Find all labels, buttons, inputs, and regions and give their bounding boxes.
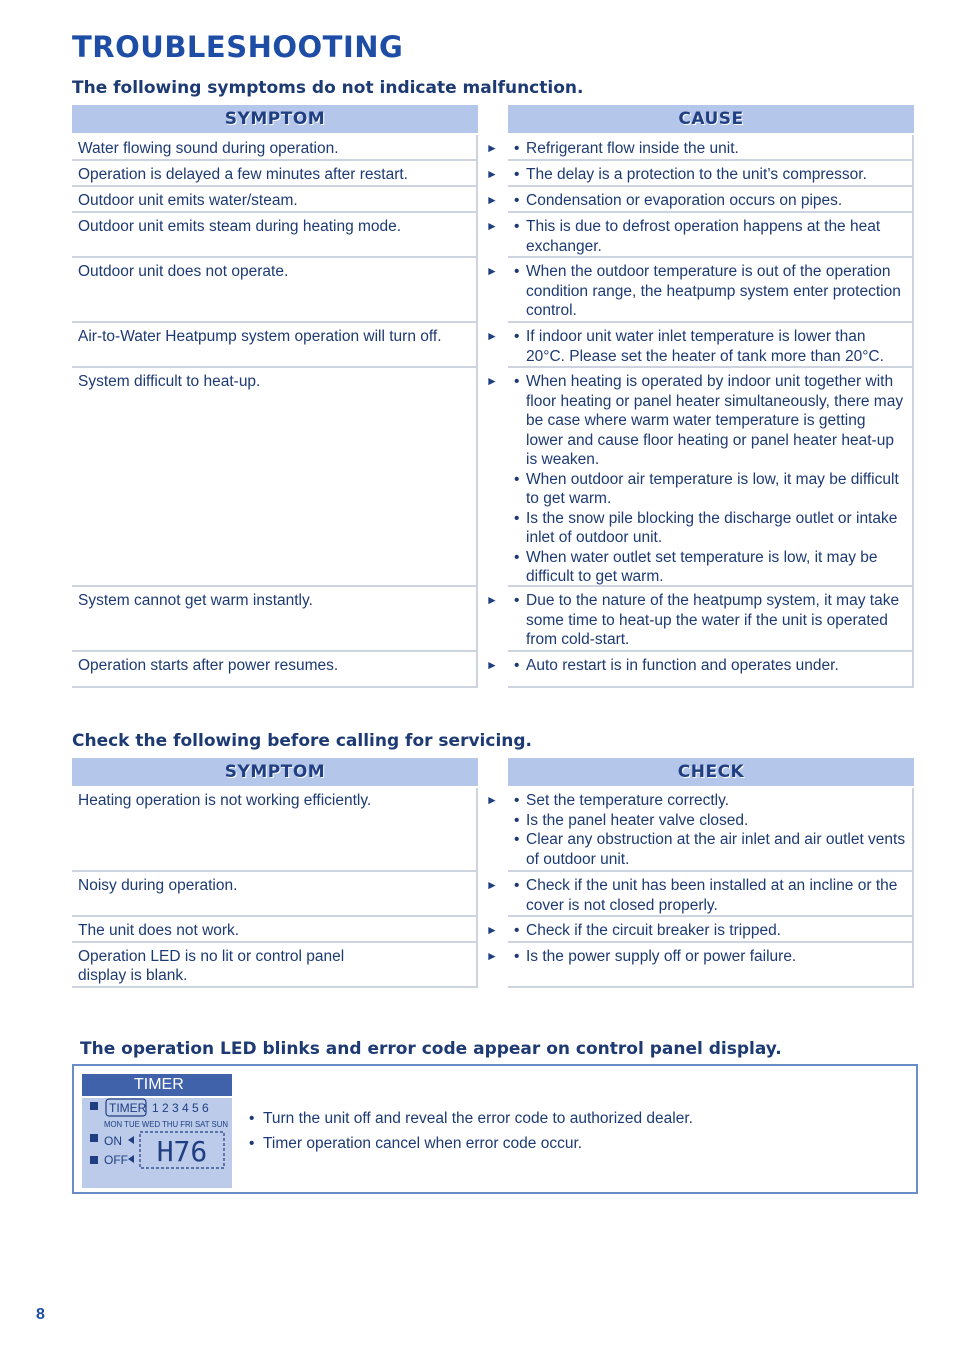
- cause-header: CAUSE: [508, 105, 914, 133]
- check-item: • Clear any obstruction at the air inlet and air outlet vents of outdoor unit.: [526, 830, 906, 869]
- cause-cell: [508, 135, 914, 161]
- page-title: TROUBLESHOOTING: [72, 30, 404, 64]
- cause-item: • This is due to defrost operation happens at the heat exchanger.: [526, 217, 906, 256]
- arrow-icon: ►: [486, 658, 498, 672]
- cause-cell: [508, 652, 914, 688]
- cause-item: • Refrigerant flow inside the unit.: [526, 139, 906, 159]
- instruction-item: • Turn the unit off and reveal the error code to authorized dealer.: [249, 1106, 693, 1131]
- error-instructions: [249, 1106, 693, 1156]
- weekday-labels: MON TUE WED THU FRI SAT SUN: [104, 1120, 229, 1129]
- timer-numbers: 1 2 3 4 5 6: [152, 1101, 209, 1115]
- symptom-cell: Noisy during operation.: [72, 872, 478, 917]
- check-item: • Check if the unit has been installed at an incline or the cover is not closed properly.: [526, 876, 906, 915]
- cause-cell: [508, 187, 914, 213]
- cause-cell: [508, 258, 914, 323]
- symptom-cell: Operation starts after power resumes.: [72, 652, 478, 688]
- cause-item: • When water outlet set temperature is low, it may be difficult to get warm.: [526, 548, 906, 587]
- error-code-value: H76: [156, 1135, 208, 1168]
- check-cell: [508, 788, 914, 872]
- cause-item: • If indoor unit water inlet temperature is lower than 20°C. Please set the heater of tank more than 20°C.: [526, 327, 906, 366]
- on-indicator-icon: [128, 1136, 134, 1144]
- cause-cell: [508, 213, 914, 258]
- cause-cell: [508, 368, 914, 587]
- symptom-cell: System cannot get warm instantly.: [72, 587, 478, 652]
- cause-item: • The delay is a protection to the unit’s compressor.: [526, 165, 906, 185]
- cause-item: • When outdoor air temperature is low, it may be difficult to get warm.: [526, 470, 906, 509]
- arrow-icon: ►: [486, 593, 498, 607]
- symptom-cell: Outdoor unit emits steam during heating mode.: [72, 213, 478, 258]
- arrow-icon: ►: [486, 141, 498, 155]
- lcd-graphic: [82, 1098, 232, 1188]
- check-item: • Set the temperature correctly.: [526, 791, 906, 811]
- cause-item: • When the outdoor temperature is out of the operation condition range, the heatpump system enter protection control.: [526, 262, 906, 321]
- table-row: [72, 788, 918, 872]
- panel-title: TIMER: [82, 1074, 232, 1096]
- check-cell: [508, 872, 914, 917]
- symptom-cell: Air-to-Water Heatpump system operation will turn off.: [72, 323, 478, 368]
- cause-cell: [508, 587, 914, 652]
- bullet-square-2: [90, 1134, 98, 1142]
- arrow-icon: ►: [486, 949, 498, 963]
- check-cell: [508, 943, 914, 988]
- symptom-header: SYMPTOM: [72, 105, 478, 133]
- symptom-header: SYMPTOM: [72, 758, 478, 786]
- table-row: [72, 135, 918, 161]
- section-heading-no-malfunction: The following symptoms do not indicate malfunction.: [72, 78, 584, 98]
- table-row: [72, 187, 918, 213]
- check-item: • Is the panel heater valve closed.: [526, 811, 906, 831]
- on-label: ON: [104, 1134, 122, 1148]
- error-code-box: [72, 1064, 918, 1194]
- section-heading-error-code: The operation LED blinks and error code appear on control panel display.: [80, 1039, 782, 1059]
- table-row: [72, 587, 918, 652]
- arrow-icon: ►: [486, 264, 498, 278]
- table-row: [72, 161, 918, 187]
- arrow-icon: ►: [486, 193, 498, 207]
- cause-item: • Auto restart is in function and operates under.: [526, 656, 906, 676]
- table-row: [72, 213, 918, 258]
- table-row: [72, 872, 918, 917]
- arrow-icon: ►: [486, 219, 498, 233]
- table-row: [72, 943, 918, 988]
- control-panel-display: [82, 1074, 232, 1186]
- check-item: • Is the power supply off or power failure.: [526, 947, 906, 967]
- symptom-table: [72, 135, 918, 688]
- off-indicator-icon: [128, 1155, 134, 1163]
- arrow-icon: ►: [486, 878, 498, 892]
- page-number: 8: [36, 1306, 45, 1323]
- arrow-icon: ►: [486, 923, 498, 937]
- bullet-square-3: [90, 1156, 98, 1164]
- symptom-cell: Operation is delayed a few minutes after restart.: [72, 161, 478, 187]
- check-header: CHECK: [508, 758, 914, 786]
- arrow-icon: ►: [486, 793, 498, 807]
- symptom-cell: Operation LED is no lit or control panel display is blank.: [72, 943, 478, 988]
- symptom-cell: Heating operation is not working efficiently.: [72, 788, 478, 872]
- symptom-cell: System difficult to heat-up.: [72, 368, 478, 587]
- lcd-screen: [82, 1098, 232, 1188]
- cause-item: • Condensation or evaporation occurs on pipes.: [526, 191, 906, 211]
- symptom-cell: Outdoor unit does not operate.: [72, 258, 478, 323]
- symptom-cell: Outdoor unit emits water/steam.: [72, 187, 478, 213]
- symptom-cell: Water flowing sound during operation.: [72, 135, 478, 161]
- check-table: [72, 788, 918, 988]
- table-row: [72, 917, 918, 943]
- check-item: • Check if the circuit breaker is tripped.: [526, 921, 906, 941]
- symptom-cell: The unit does not work.: [72, 917, 478, 943]
- cause-item: • Due to the nature of the heatpump system, it may take some time to heat-up the water if the unit is operated from cold-start.: [526, 591, 906, 650]
- section-heading-check: Check the following before calling for servicing.: [72, 731, 532, 751]
- arrow-icon: ►: [486, 167, 498, 181]
- cause-item: • Is the snow pile blocking the discharge outlet or intake inlet of outdoor unit.: [526, 509, 906, 548]
- cause-item: • When heating is operated by indoor unit together with floor heating or panel heater simultaneously, there may be case where warm water temperature is getting lower and cause floor heating or panel heater heat-up is weaken.: [526, 372, 906, 470]
- table-row: [72, 323, 918, 368]
- timer-label: TIMER: [109, 1101, 147, 1115]
- table-row: [72, 258, 918, 323]
- cause-cell: [508, 161, 914, 187]
- arrow-icon: ►: [486, 329, 498, 343]
- arrow-icon: ►: [486, 374, 498, 388]
- bullet-square-1: [90, 1102, 98, 1110]
- instruction-item: • Timer operation cancel when error code occur.: [249, 1131, 693, 1156]
- off-label: OFF: [104, 1153, 128, 1167]
- cause-cell: [508, 323, 914, 368]
- table-row: [72, 652, 918, 688]
- table-row: [72, 368, 918, 587]
- check-cell: [508, 917, 914, 943]
